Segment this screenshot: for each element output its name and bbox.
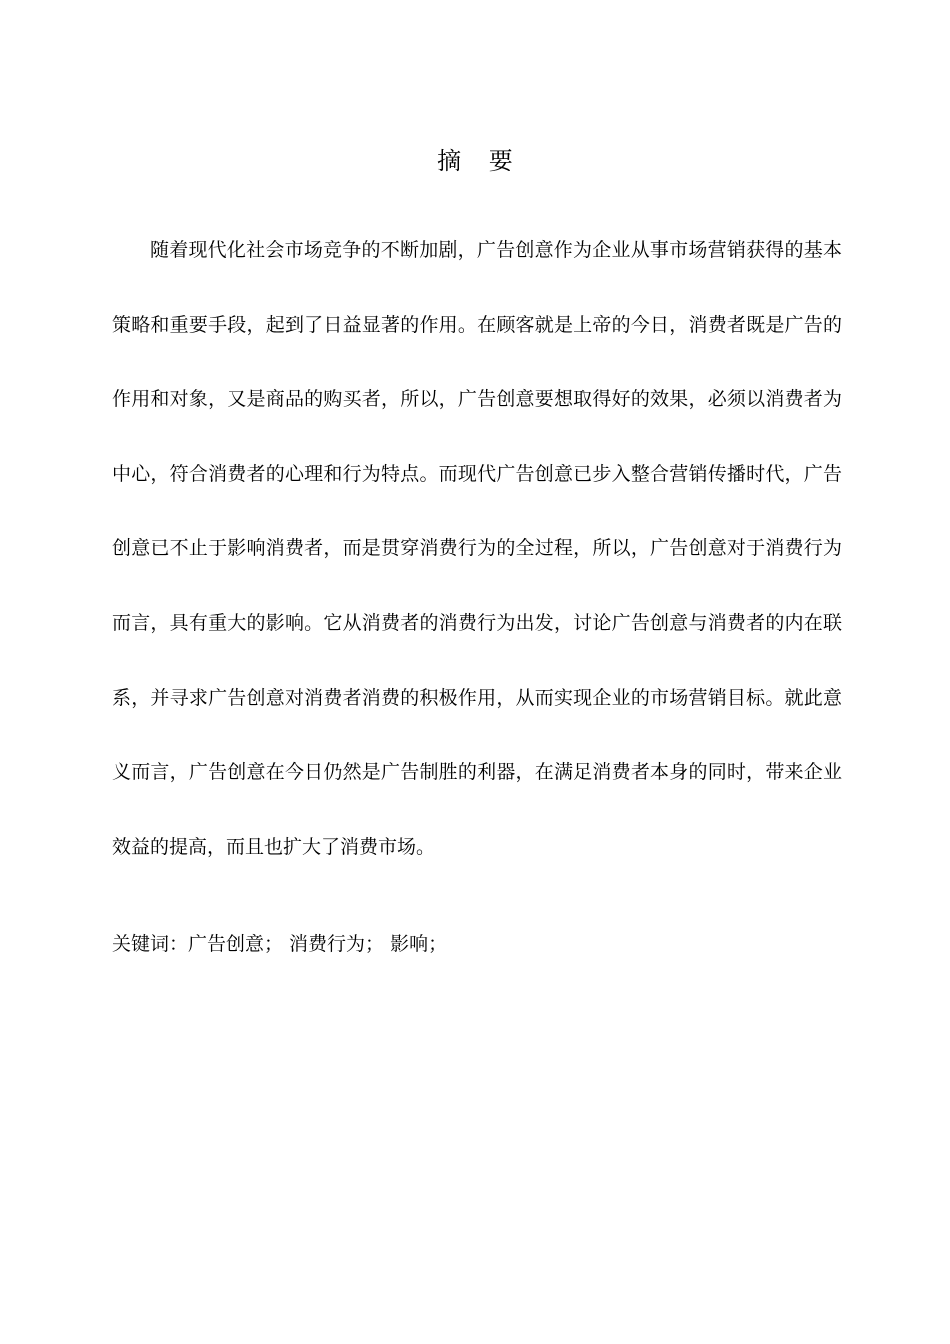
keywords-line: 关键词：广告创意； 消费行为； 影响； xyxy=(112,933,448,955)
abstract-line: 中心，符合消费者的心理和行为特点。而现代广告创意已步入整合营销传播时代，广告 xyxy=(112,462,842,485)
abstract-body xyxy=(112,230,842,901)
abstract-title: 摘 要 xyxy=(437,147,523,175)
abstract-line: 策略和重要手段，起到了日益显著的作用。在顾客就是上帝的今日，消费者既是广告的 xyxy=(112,313,842,336)
abstract-line: 作用和对象，又是商品的购买者，所以，广告创意要想取得好的效果，必须以消费者为 xyxy=(112,388,842,411)
abstract-line: 义而言，广告创意在今日仍然是广告制胜的利器，在满足消费者本身的同时，带来企业 xyxy=(112,761,842,784)
abstract-line: 效益的提高，而且也扩大了消费市场。 xyxy=(112,835,436,858)
abstract-line: 创意已不止于影响消费者，而是贯穿消费行为的全过程，所以，广告创意对于消费行为 xyxy=(112,537,842,560)
abstract-line: 而言，具有重大的影响。它从消费者的消费行为出发，讨论广告创意与消费者的内在联 xyxy=(112,611,842,634)
abstract-line: 系，并寻求广告创意对消费者消费的积极作用，从而实现企业的市场营销目标。就此意 xyxy=(112,686,842,709)
abstract-line: 随着现代化社会市场竞争的不断加剧，广告创意作为企业从事市场营销获得的基本 xyxy=(150,239,842,261)
